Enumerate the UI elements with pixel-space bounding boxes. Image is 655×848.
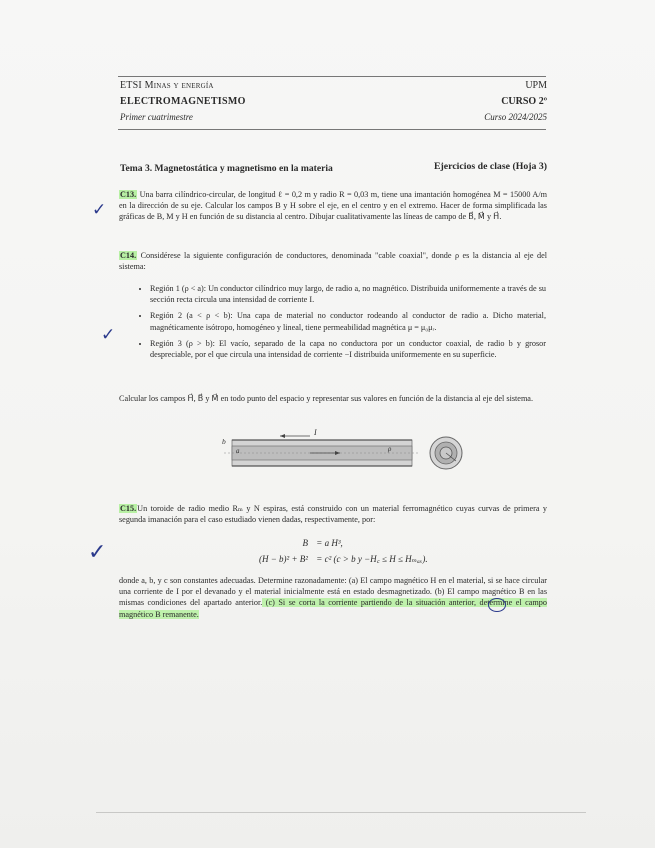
eq2-lhs: (H − b)² + B²: [258, 554, 308, 564]
exercise-c14: [119, 250, 547, 272]
equation-second-magnetization: [220, 552, 520, 565]
checkmark-c15: ✓: [88, 540, 107, 565]
exercise-label-c15: C15.: [120, 504, 137, 513]
exercise-label-c14: C14.: [120, 251, 137, 260]
figure-label-rho: ρ: [388, 445, 392, 453]
exercise-c13: [119, 189, 547, 223]
page-bottom-edge: [96, 812, 586, 813]
figure-label-b: b: [222, 437, 226, 446]
exercise-body-c15-part2-highlighted: (c) Si se corta la corriente partiendo de la situación anterior, determine el campo magnético B remanente.: [119, 598, 547, 619]
handwritten-circle-mark: [488, 598, 506, 612]
eq2-rhs: = c² (c > b y −H꜀ ≤ H ≤ Hₘₐₓ).: [316, 554, 428, 564]
eq1-rhs: = a H³,: [316, 538, 343, 548]
university-name: UPM: [525, 80, 547, 91]
header-right: [347, 80, 547, 122]
region-1-item: • Región 1 (ρ < a): Un conductor cilíndrico muy largo, de radio a, no magnético. Distribuida uniformemente a través de su sección recta circula una intensidad de corriente I.: [150, 283, 546, 305]
academic-year: Curso 2024/2025: [484, 112, 547, 122]
equation-first-magnetization: [220, 538, 420, 548]
checkmark-c14: ✓: [101, 325, 116, 345]
checkmark-c13: ✓: [92, 200, 107, 220]
region-list: [136, 283, 546, 365]
exercise-label-c13: C13.: [120, 190, 137, 199]
header-bottom-rule: [118, 129, 546, 130]
header-top-rule: [118, 76, 546, 77]
coaxial-cable-figure: [220, 428, 470, 478]
semester-label: Primer cuatrimestre: [120, 112, 193, 122]
subject-name: ELECTROMAGNETISMO: [120, 96, 246, 107]
figure-label-a: a: [236, 447, 240, 455]
exercise-closing-c14: Calcular los campos H⃗, B⃗ y M⃗ en todo punto del espacio y representar sus valores en función de la distancia al eje del sistema.: [119, 394, 533, 403]
region-2-item: • Región 2 (a < ρ < b): Una capa de material no conductor rodeando al conductor de radio a. Dicho material, magnéticamente isótropo, homogéneo y lineal, tiene permeabilidad magnética μ = μ₀μᵣ.: [150, 310, 546, 332]
exercise-text-c13: Una barra cilíndrico-circular, de longitud ℓ = 0,2 m y radio R = 0,03 m, tiene una imantación homogénea M = 15000 A/m en la dirección de su eje. Calcular los campos B y H sobre el eje, en el centro y en el extremo. Hacer de forma simplificada las gráficas de B, M y H en función de su distancia al centro. Dibujar cualitativamente las líneas de campo de B⃗, M⃗ y H⃗.: [119, 190, 547, 222]
sheet-title: Tema 3. Magnetostática y magnetismo en la materia: [120, 163, 333, 174]
institution-name: ETSI Minas y energía: [120, 80, 214, 91]
sheet-subtitle: Ejercicios de clase (Hoja 3): [434, 161, 547, 172]
exercise-c15: [119, 503, 547, 525]
exercise-intro-c15: Un toroide de radio medio Rₘ y N espiras, está construido con un material ferromagnético cuyas curvas de primera y segunda imanación para el caso estudiado vienen dadas, respectivamente, por:: [119, 504, 547, 525]
course-label: CURSO 2º: [501, 96, 547, 107]
region-3-item: • Región 3 (ρ > b): El vacío, separado de la capa no conductora por un conductor coaxial, de radio b y grosor despreciable, por el que circula una intensidad de corriente −I distribuida uniformemente en su superficie.: [150, 338, 546, 360]
exercise-body-c15: [119, 575, 547, 620]
eq1-lhs: B: [302, 538, 308, 548]
figure-label-current: I: [314, 428, 317, 437]
exercise-intro-c14: Considérese la siguiente configuración de conductores, denominada "cable coaxial", donde ρ es la distancia al eje del sistema:: [119, 251, 547, 272]
exercise-body-c15-part1: donde a, b, y c son constantes adecuadas. Determine razonadamente: (a) El campo magnético H en el material, si se hace circular una corriente de I por el devanado y el material inicialmente está en estado desmagnetizado. (b) El campo magnético B en las mismas condiciones del apartado anterior.: [119, 576, 547, 608]
